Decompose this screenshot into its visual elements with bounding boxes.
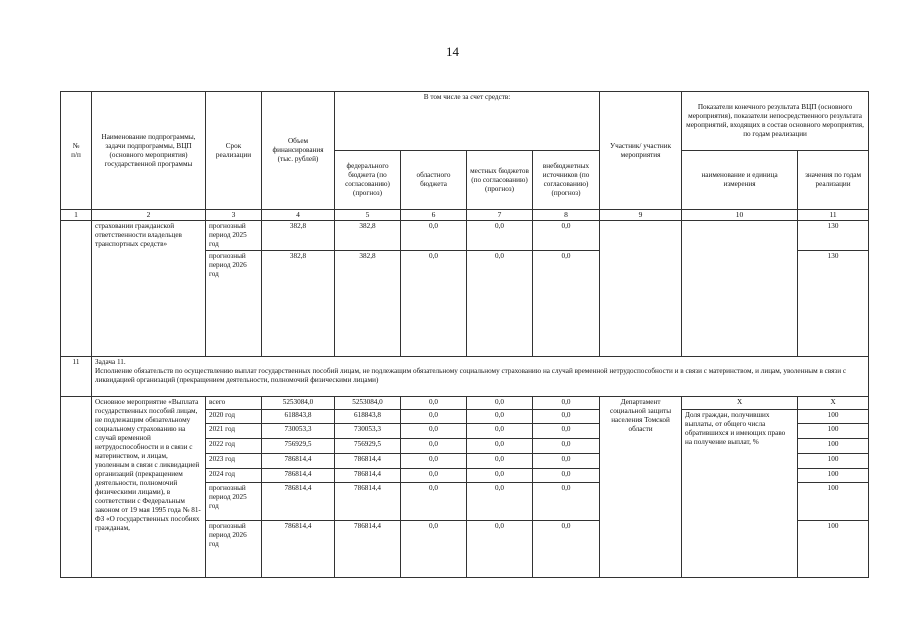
row-total: 756929,5 — [262, 439, 335, 454]
row-extra: 0,0 — [533, 439, 600, 454]
block2-participant: Департамент социальной защиты населения Томской области — [600, 397, 682, 578]
task-description: Исполнение обязательств по осуществлению выплат государственных пособий лицам, не подлежащим обязательному социальному страхованию на случай временной нетрудоспособности и в связи с материнством, и лицам, уволенным в связи с ликвидацией организаций (прекращением деятельности, полномочий физическими лицами) — [95, 367, 847, 384]
header-participant: Участник/ участник мероприятия — [600, 92, 682, 210]
row-number — [61, 397, 92, 578]
page-number: 14 — [446, 44, 459, 59]
row-total: 786814,4 — [262, 521, 335, 578]
row-total: 786814,4 — [262, 469, 335, 483]
row-federal: 786814,4 — [335, 483, 401, 521]
row-period: 2023 год — [206, 454, 262, 469]
row-local: 0,0 — [467, 454, 533, 469]
row-regional: 0,0 — [401, 251, 467, 357]
row-period: прогнозный период 2025 год — [206, 483, 262, 521]
col-num: 10 — [682, 210, 798, 221]
task-row — [61, 357, 869, 397]
row-federal: 786814,4 — [335, 521, 401, 578]
row-extra: 0,0 — [533, 483, 600, 521]
row-local: 0,0 — [467, 410, 533, 424]
row-local: 0,0 — [467, 469, 533, 483]
row-extra: 0,0 — [533, 251, 600, 357]
col-num: 6 — [401, 210, 467, 221]
table-row — [61, 397, 869, 410]
row-federal: 382,8 — [335, 251, 401, 357]
block2-indicator-x: X — [682, 397, 798, 410]
block1-name: страховании гражданской ответственности владельцев транспортных средств» — [92, 221, 206, 357]
row-local: 0,0 — [467, 397, 533, 410]
header-total: Объем финансирования (тыс. рублей) — [262, 92, 335, 210]
column-numbers-row — [61, 210, 869, 221]
row-extra: 0,0 — [533, 397, 600, 410]
col-num: 9 — [600, 210, 682, 221]
block2-value-x: X — [798, 397, 869, 410]
row-federal: 5253084,0 — [335, 397, 401, 410]
row-extra: 0,0 — [533, 469, 600, 483]
row-local: 0,0 — [467, 424, 533, 439]
row-total: 786814,4 — [262, 454, 335, 469]
row-value: 100 — [798, 454, 869, 469]
row-period: прогнозный период 2026 год — [206, 251, 262, 357]
row-period: 2024 год — [206, 469, 262, 483]
row-value: 100 — [798, 483, 869, 521]
row-regional: 0,0 — [401, 454, 467, 469]
row-federal: 786814,4 — [335, 469, 401, 483]
row-period: всего — [206, 397, 262, 410]
row-federal: 382,8 — [335, 221, 401, 251]
program-table — [60, 91, 869, 578]
row-total: 786814,4 — [262, 483, 335, 521]
row-extra: 0,0 — [533, 454, 600, 469]
row-indicator — [682, 221, 798, 357]
row-extra: 0,0 — [533, 221, 600, 251]
row-period: 2021 год — [206, 424, 262, 439]
row-regional: 0,0 — [401, 221, 467, 251]
row-regional: 0,0 — [401, 439, 467, 454]
row-regional: 0,0 — [401, 483, 467, 521]
row-period: 2022 год — [206, 439, 262, 454]
col-num: 4 — [262, 210, 335, 221]
row-number — [61, 221, 92, 357]
row-value: 100 — [798, 521, 869, 578]
header-local: местных бюджетов (по согласованию) (прогноз) — [467, 151, 533, 210]
col-num: 2 — [92, 210, 206, 221]
row-value: 100 — [798, 469, 869, 483]
header-extra: внебюджетных источников (по согласованию) (прогноз) — [533, 151, 600, 210]
row-local: 0,0 — [467, 221, 533, 251]
header-row-1 — [61, 92, 869, 151]
header-funding-group: В том числе за счет средств: — [335, 92, 600, 151]
task-text — [92, 357, 869, 397]
header-number: № п/п — [61, 92, 92, 210]
row-federal: 756929,5 — [335, 439, 401, 454]
row-federal: 730053,3 — [335, 424, 401, 439]
col-num: 8 — [533, 210, 600, 221]
row-value: 130 — [798, 221, 869, 251]
col-num: 7 — [467, 210, 533, 221]
row-regional: 0,0 — [401, 397, 467, 410]
row-regional: 0,0 — [401, 469, 467, 483]
col-num: 1 — [61, 210, 92, 221]
header-indicator-values: значения по годам реализации — [798, 151, 869, 210]
row-extra: 0,0 — [533, 521, 600, 578]
task-number: 11 — [61, 357, 92, 397]
header-name: Наименование подпрограммы, задачи подпрограммы, ВЦП (основного мероприятия) государственной программы — [92, 92, 206, 210]
row-total: 5253084,0 — [262, 397, 335, 410]
row-value: 100 — [798, 410, 869, 424]
row-total: 382,8 — [262, 221, 335, 251]
row-regional: 0,0 — [401, 521, 467, 578]
row-local: 0,0 — [467, 251, 533, 357]
row-period: прогнозный период 2026 год — [206, 521, 262, 578]
row-local: 0,0 — [467, 521, 533, 578]
row-total: 730053,3 — [262, 424, 335, 439]
col-num: 11 — [798, 210, 869, 221]
row-extra: 0,0 — [533, 410, 600, 424]
row-regional: 0,0 — [401, 410, 467, 424]
col-num: 5 — [335, 210, 401, 221]
row-value: 100 — [798, 424, 869, 439]
col-num: 3 — [206, 210, 262, 221]
task-title: Задача 11. — [95, 358, 126, 366]
row-participant — [600, 221, 682, 357]
row-period: 2020 год — [206, 410, 262, 424]
header-indicators-group: Показатели конечного результата ВЦП (основного мероприятия), показатели непосредственного результата мероприятий, входящих в состав основного мероприятия, по годам реализации — [682, 92, 869, 151]
block2-indicator: Доля граждан, получивших выплаты, от общего числа обратившихся и имеющих право на получение выплат, % — [682, 410, 798, 578]
header-indicator-name: наименование и единица измерения — [682, 151, 798, 210]
header-regional: областного бюджета — [401, 151, 467, 210]
row-regional: 0,0 — [401, 424, 467, 439]
row-federal: 618843,8 — [335, 410, 401, 424]
row-federal: 786814,4 — [335, 454, 401, 469]
row-extra: 0,0 — [533, 424, 600, 439]
row-total: 382,8 — [262, 251, 335, 357]
row-period: прогнозный период 2025 год — [206, 221, 262, 251]
row-local: 0,0 — [467, 483, 533, 521]
header-federal: федерального бюджета (по согласованию) (прогноз) — [335, 151, 401, 210]
row-local: 0,0 — [467, 439, 533, 454]
table-row — [61, 221, 869, 251]
row-total: 618843,8 — [262, 410, 335, 424]
header-period: Срок реализации — [206, 92, 262, 210]
row-value: 130 — [798, 251, 869, 357]
block2-name: Основное мероприятие «Выплата государственных пособий лицам, не подлежащим обязательному социальному страхованию на случай временной нетрудоспособности и в связи с материнством, и лицам, уволенным в связи с ликвидацией организаций (прекращением деятельности, полномочий физическими лицами), в соответствии с Федеральным законом от 19 мая 1995 года № 81-ФЗ «О государственных пособиях гражданам, — [92, 397, 206, 578]
row-value: 100 — [798, 439, 869, 454]
